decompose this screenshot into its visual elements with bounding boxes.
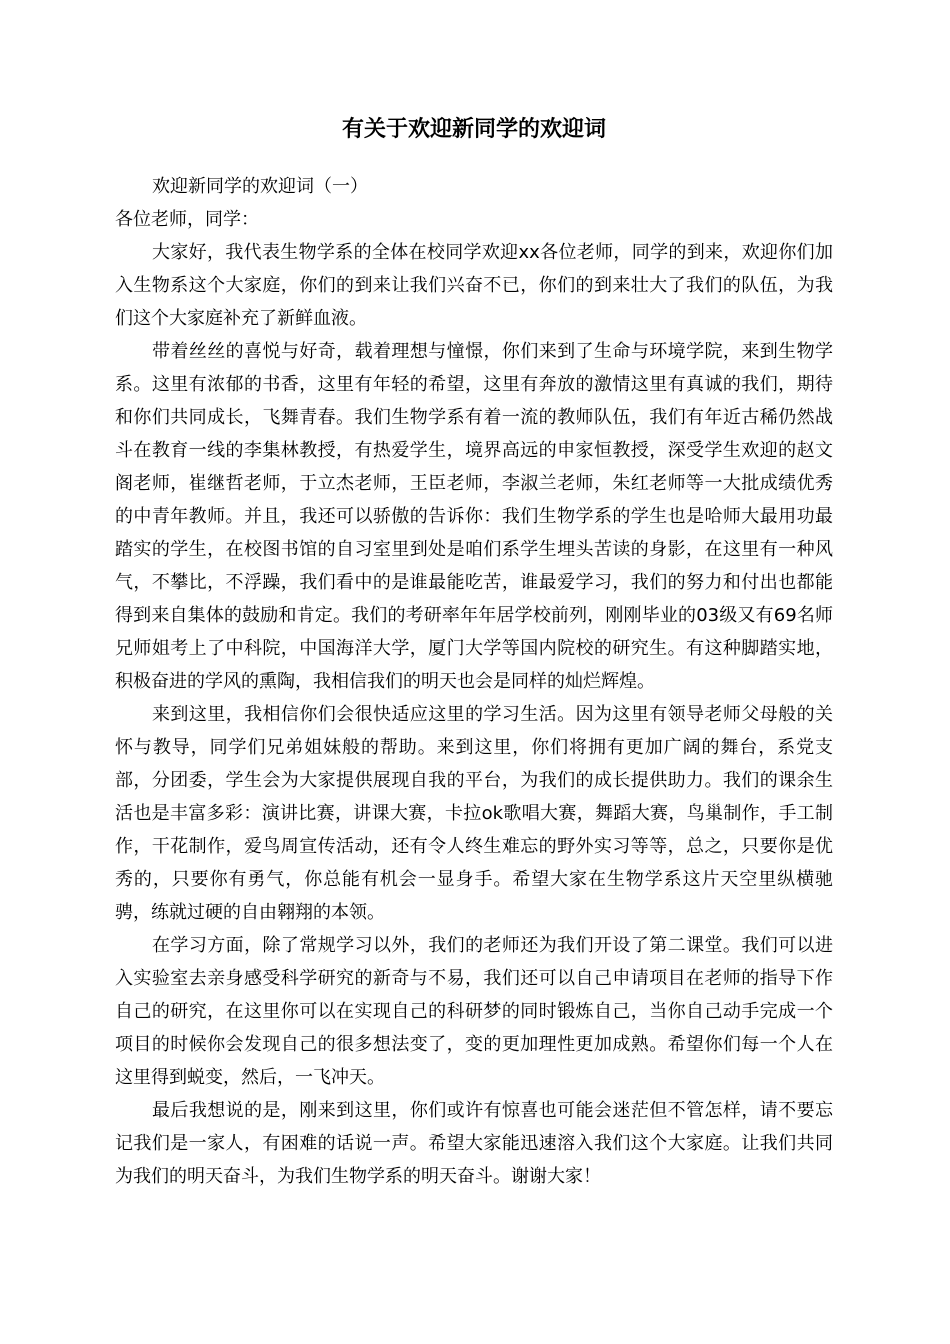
paragraph-study: 在学习方面，除了常规学习以外，我们的老师还为我们开设了第二课堂。我们可以进入实验室去亲身感受科学研究的新奇与不易，我们还可以自己申请项目在老师的指导下作自己的研究，在这里你可以在实现自己的科研梦的同时锻炼自己，当你自己动手完成一个项目的时候你会发现自己的很多想法变了，变的更加理性更加成熟。希望你们每一个人在这里得到蜕变，然后，一飞冲天。 (115, 935, 833, 1088)
document-title: 有关于欢迎新同学的欢迎词 (341, 117, 606, 142)
document-subtitle: 欢迎新同学的欢迎词（一） (152, 176, 368, 197)
paragraph-department-intro: 带着丝丝的喜悦与好奇，载着理想与憧憬，你们来到了生命与环境学院，来到生物学系。这里有浓郁的书香，这里有年轻的希望，这里有奔放的激情这里有真诚的我们，期待和你们共同成长，飞舞青春。我们生物学系有着一流的教师队伍，我们有年近古稀仍然战斗在教育一线的李集林教授，有热爱学生，境界高远的申家恒教授，深受学生欢迎的赵文阁老师，崔继哲老师，于立杰老师，王臣老师，李淑兰老师，朱红老师等一大批成绩优秀的中青年教师。并且，我还可以骄傲的告诉你：我们生物学系的学生也是哈师大最用功最踏实的学生，在校图书馆的自习室里到处是咱们系学生埋头苦读的身影，在这里有一种风气，不攀比，不浮躁，我们看中的是谁最能吃苦，谁最爱学习，我们的努力和付出也都能得到来自集体的鼓励和肯定。我们的考研率年年居学校前列，刚刚毕业的03级又有69名师兄师姐考上了中科院，中国海洋大学，厦门大学等国内院校的研究生。有这种脚踏实地，积极奋进的学风的熏陶，我相信我们的明天也会是同样的灿烂辉煌。 (115, 341, 833, 692)
paragraph-closing: 最后我想说的是，刚来到这里，你们或许有惊喜也可能会迷茫但不管怎样，请不要忘记我们是一家人，有困难的话说一声。希望大家能迅速溶入我们这个大家庭。让我们共同为我们的明天奋斗，为我们生物学系的明天奋斗。谢谢大家！ (115, 1100, 833, 1187)
document-page (115, 112, 833, 1193)
paragraph-student-life: 来到这里，我相信你们会很快适应这里的学习生活。因为这里有领导老师父母般的关怀与教导，同学们兄弟姐妹般的帮助。来到这里，你们将拥有更加广阔的舞台，系党支部，分团委，学生会为大家提供展现自我的平台，为我们的成长提供助力。我们的课余生活也是丰富多彩：演讲比赛，讲课大赛，卡拉ok歌唱大赛，舞蹈大赛，鸟巢制作，手工制作，干花制作，爱鸟周宣传活动，还有令人终生难忘的野外实习等等，总之，只要你是优秀的，只要你有勇气，你总能有机会一显身手。希望大家在生物学系这片天空里纵横驰骋，练就过硬的自由翱翔的本领。 (115, 704, 833, 923)
paragraph-welcome: 大家好，我代表生物学系的全体在校同学欢迎xx各位老师，同学的到来，欢迎你们加入生物系这个大家庭，你们的到来让我们兴奋不已，你们的到来壮大了我们的队伍，为我们这个大家庭补充了新鲜血液。 (115, 242, 833, 329)
salutation: 各位老师，同学： (115, 209, 259, 230)
